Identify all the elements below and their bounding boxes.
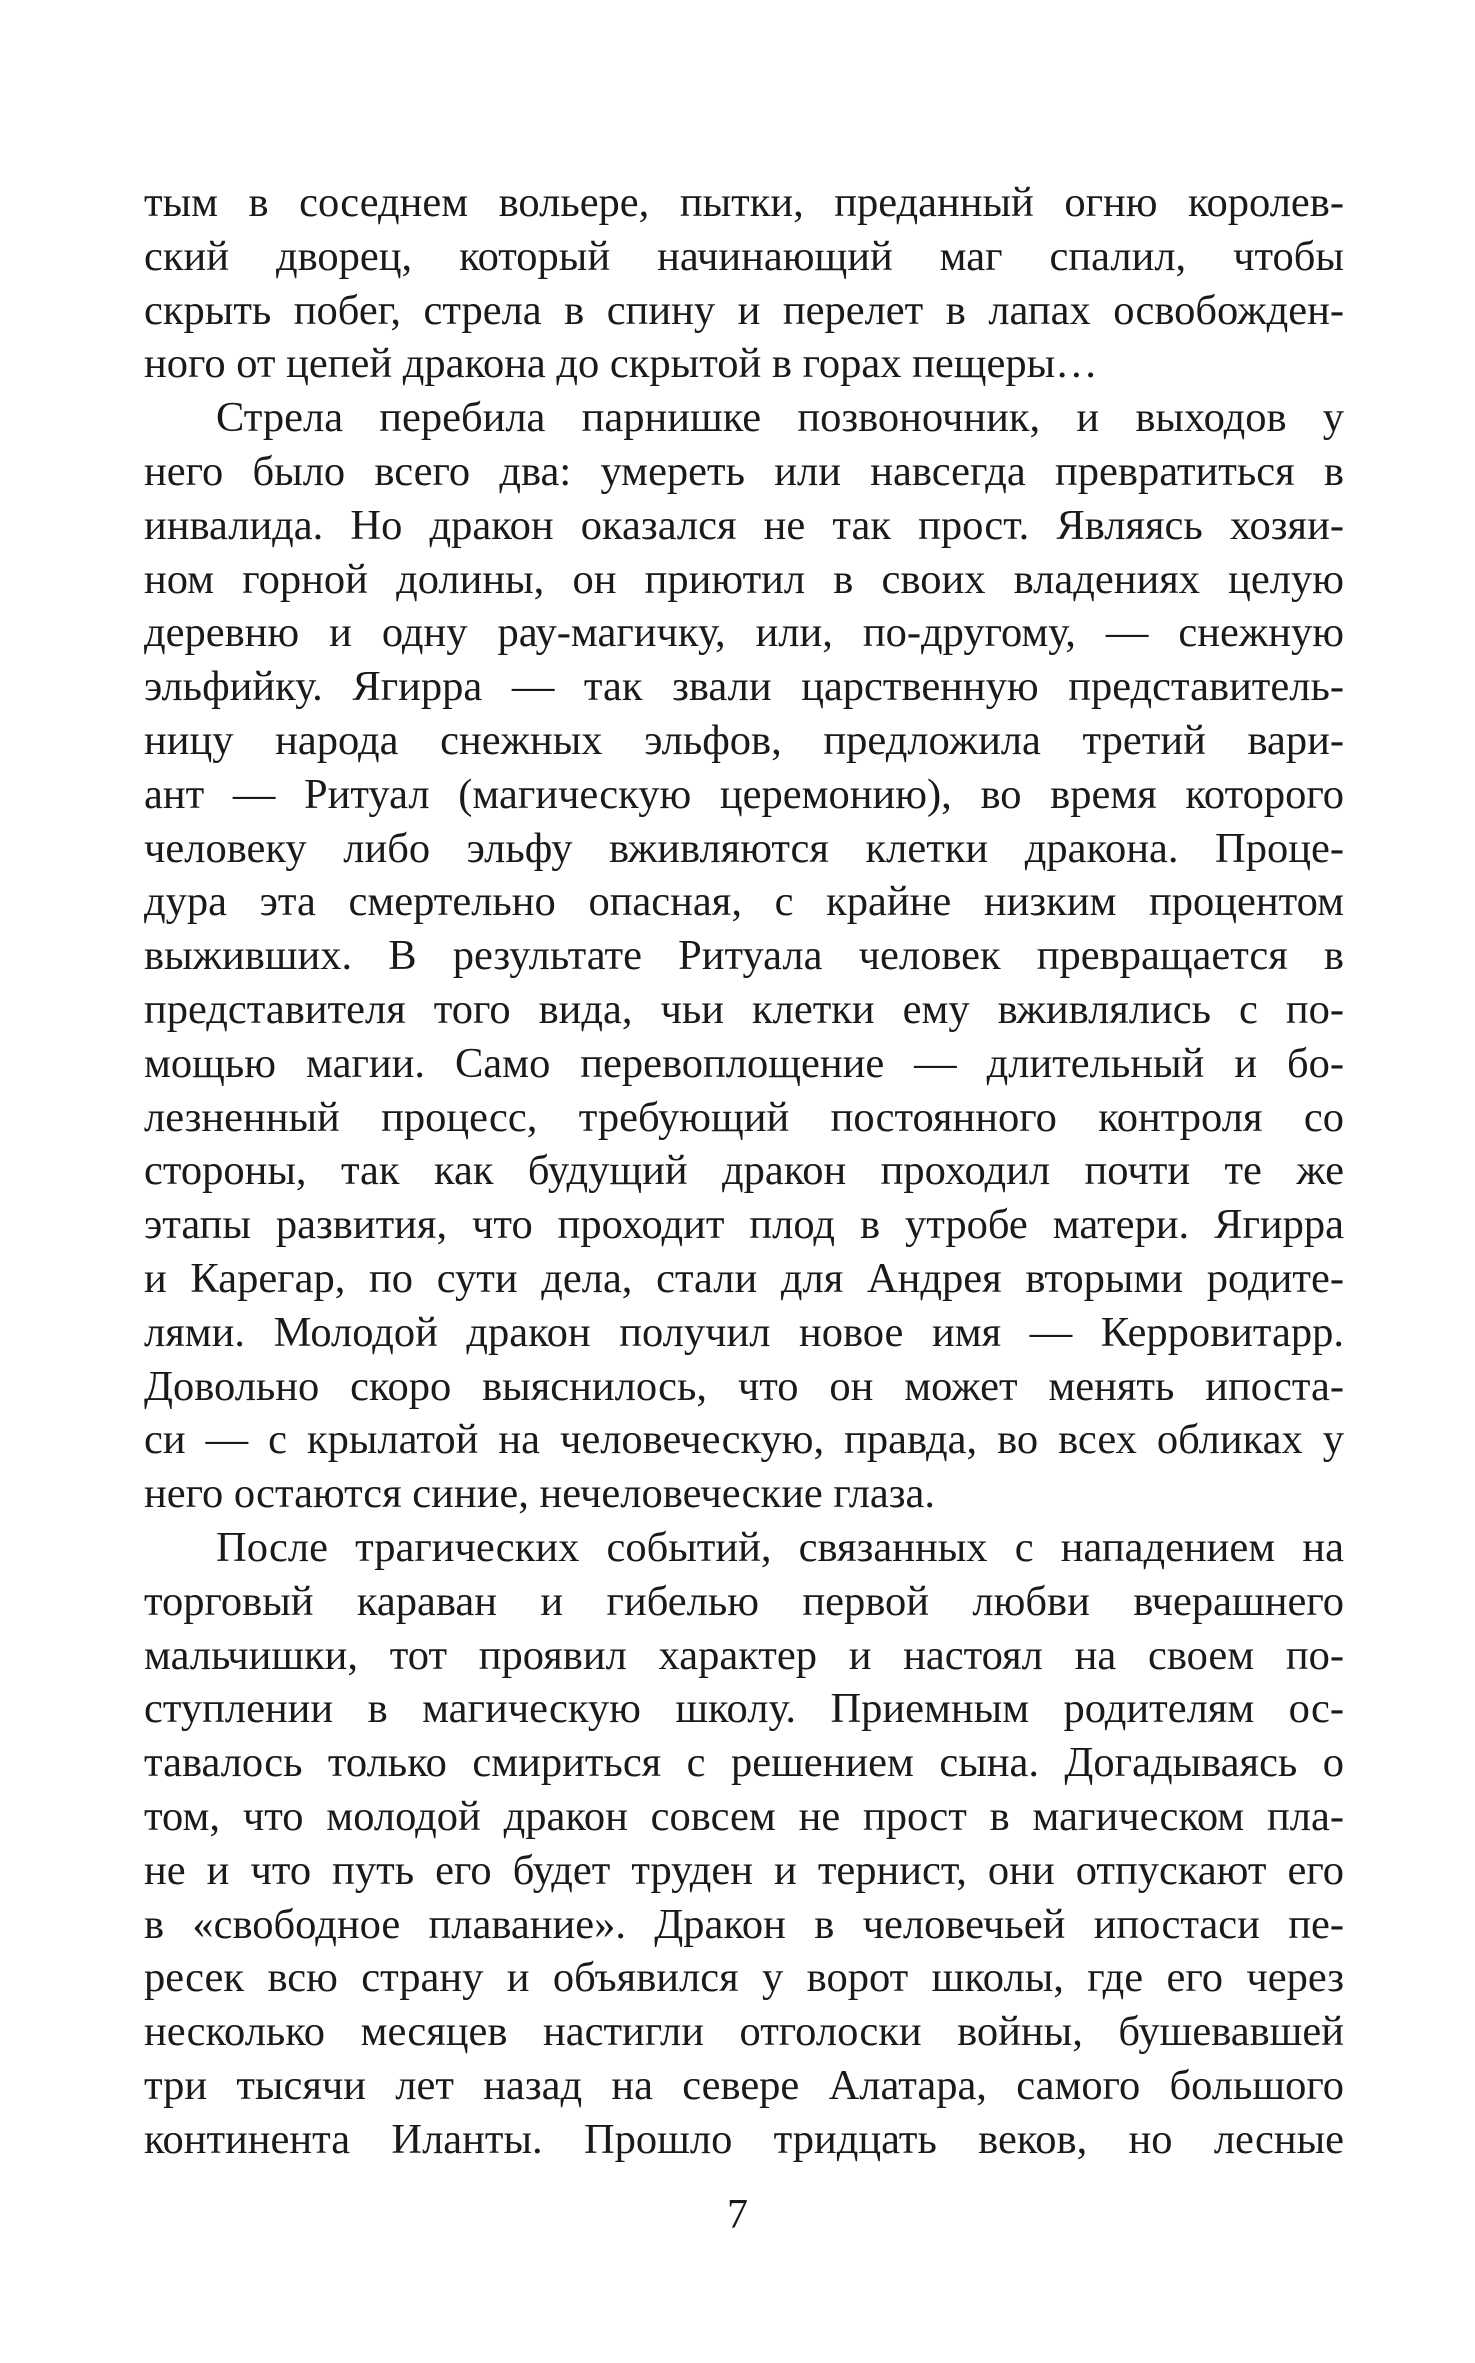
text-line: тым в соседнем вольере, пытки, преданный огню королев- [144,179,1344,226]
text-line: не и что путь его будет труден и тернист, они отпускают его [144,1846,1344,1894]
text-line: мальчишки, тот проявил характер и настоял на своем по- [144,1631,1344,1679]
text-line: ном горной долины, он приютил в своих владениях целую [144,555,1344,603]
text-line: лями. Молодой дракон получил новое имя — Керровитарр. [144,1308,1344,1356]
text-line: ский дворец, который начинающий маг спалил, чтобы [144,232,1344,280]
text-line: ного от цепей дракона до скрытой в горах пещеры… [144,340,1098,388]
page-number: 7 [727,2192,748,2238]
paragraph-p3 [144,1521,1344,2167]
text-line: него было всего два: умереть или навсегда превратиться в [144,447,1344,495]
text-line: три тысячи лет назад на севере Алатара, самого большого [144,2061,1344,2109]
text-line: выживших. В результате Ритуала человек превращается в [144,932,1344,980]
text-line: тавалось только смириться с решением сына. Догадываясь о [144,1739,1344,1787]
text-line: мощью магии. Само перевоплощение — длительный и бо- [144,1039,1344,1087]
text-line: стороны, так как будущий дракон проходил почти те же [144,1147,1344,1195]
text-line: Довольно скоро выяснилось, что он может менять ипоста- [144,1362,1344,1410]
text-line: си — с крылатой на человеческую, правда, во всех обликах у [144,1416,1344,1464]
text-line: континента Иланты. Прошло тридцать веков, но лесные [144,2115,1344,2163]
text-line: торговый караван и гибелью первой любви вчерашнего [144,1577,1344,1625]
text-line: скрыть побег, стрела в спину и перелет в лапах освобожден- [144,286,1344,334]
text-line: него остаются синие, нечеловеческие глаза. [144,1470,936,1518]
text-line: ресек всю страну и объявился у ворот школы, где его через [144,1954,1344,2002]
text-line: в «свободное плавание». Дракон в человечьей ипостаси пе- [144,1900,1344,1948]
text-line: лезненный процесс, требующий постоянного контроля со [144,1093,1344,1141]
text-line: этапы развития, что проходит плод в утробе матери. Ягирра [144,1201,1344,1249]
text-line: представителя того вида, чьи клетки ему вживлялись с по- [144,985,1344,1033]
text-line: деревню и одну рау-магичку, или, по-другому, — снежную [144,609,1344,657]
text-line: том, что молодой дракон совсем не прост в магическом пла- [144,1792,1344,1840]
text-line: ступлении в магическую школу. Приемным родителям ос- [144,1685,1344,1733]
paragraph-p1 [144,176,1344,391]
text-line: несколько месяцев настигли отголоски войны, бушевавшей [144,2008,1344,2056]
text-line: Стрела перебила парнишке позвоночник, и выходов у [216,394,1344,442]
text-line: инвалида. Но дракон оказался не так прост. Являясь хозяи- [144,501,1344,549]
text-line: дура эта смертельно опасная, с крайне низким процентом [144,878,1344,926]
text-line: и Карегар, по сути дела, стали для Андрея вторыми родите- [144,1254,1344,1302]
paragraph-p2 [144,391,1344,1521]
text-line: После трагических событий, связанных с нападением на [216,1523,1344,1571]
text-line: эльфийку. Ягирра — так звали царственную представитель- [144,663,1344,711]
page-body [144,176,1344,2166]
text-line: человеку либо эльфу вживляются клетки дракона. Проце- [144,824,1344,872]
text-line: ницу народа снежных эльфов, предложила третий вари- [144,716,1344,764]
text-line: ант — Ритуал (магическую церемонию), во время которого [144,770,1344,818]
